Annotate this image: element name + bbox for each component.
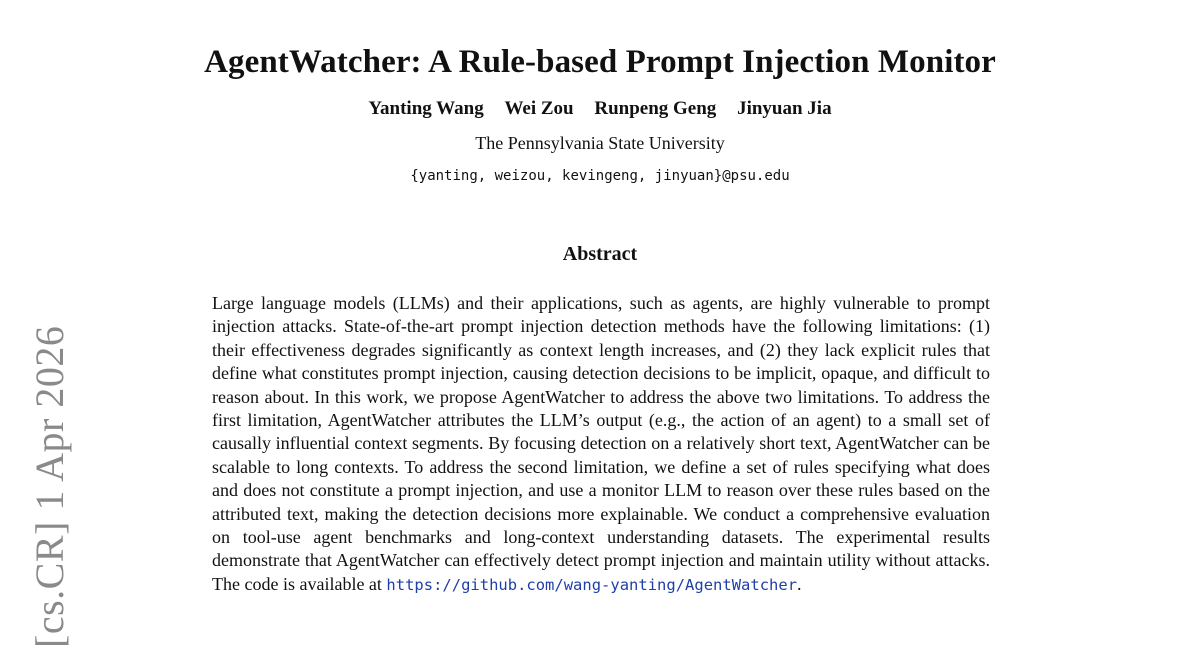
author-list: [0, 98, 1200, 120]
author-emails: {yanting, weizou, kevingeng, jinyuan}@psu.edu: [410, 168, 790, 184]
paper-title: AgentWatcher: A Rule-based Prompt Injection Monitor: [204, 44, 996, 80]
abstract-body: Large language models (LLMs) and their applications, such as agents, are highly vulnerable to prompt injection attacks. State-of-the-art prompt injection detection methods have the following limitations: (1) their effectiveness degrades significantly as context length increases, and (2) they lack explicit rules that define what constitutes prompt injection, causing detection decisions to be implicit, opaque, and difficult to reason about. In this work, we propose AgentWatcher to address the above two limitations. To address the first limitation, AgentWatcher attributes the LLM’s output (e.g., the action of an agent) to a small set of causally influential context segments. By focusing detection on a relatively short text, AgentWatcher can be scalable to long contexts. To address the second limitation, we define a set of rules specifying what does and does not constitute a prompt injection, and use a monitor LLM to reason over these rules based on the attributed text, making the detection decisions more explainable. We conduct a comprehensive evaluation on tool-use agent benchmarks and long-context understanding datasets. The experimental results demonstrate that AgentWatcher can effectively detect prompt injection and maintain utility without attacks. The code is available at: [212, 293, 990, 594]
arxiv-side-stamp: [cs.CR] 1 Apr 2026: [27, 325, 72, 648]
affiliation: The Pennsylvania State University: [475, 133, 725, 153]
abstract-end: .: [797, 573, 802, 594]
abstract-heading: Abstract: [562, 243, 638, 265]
author-name: Runpeng Geng: [594, 98, 717, 119]
code-repository-link[interactable]: https://github.com/wang-yanting/AgentWatcher: [386, 575, 798, 594]
author-name: Yanting Wang: [368, 98, 484, 119]
abstract-paragraph: [212, 292, 990, 597]
author-name: Wei Zou: [504, 98, 574, 119]
author-name: Jinyuan Jia: [737, 98, 832, 119]
